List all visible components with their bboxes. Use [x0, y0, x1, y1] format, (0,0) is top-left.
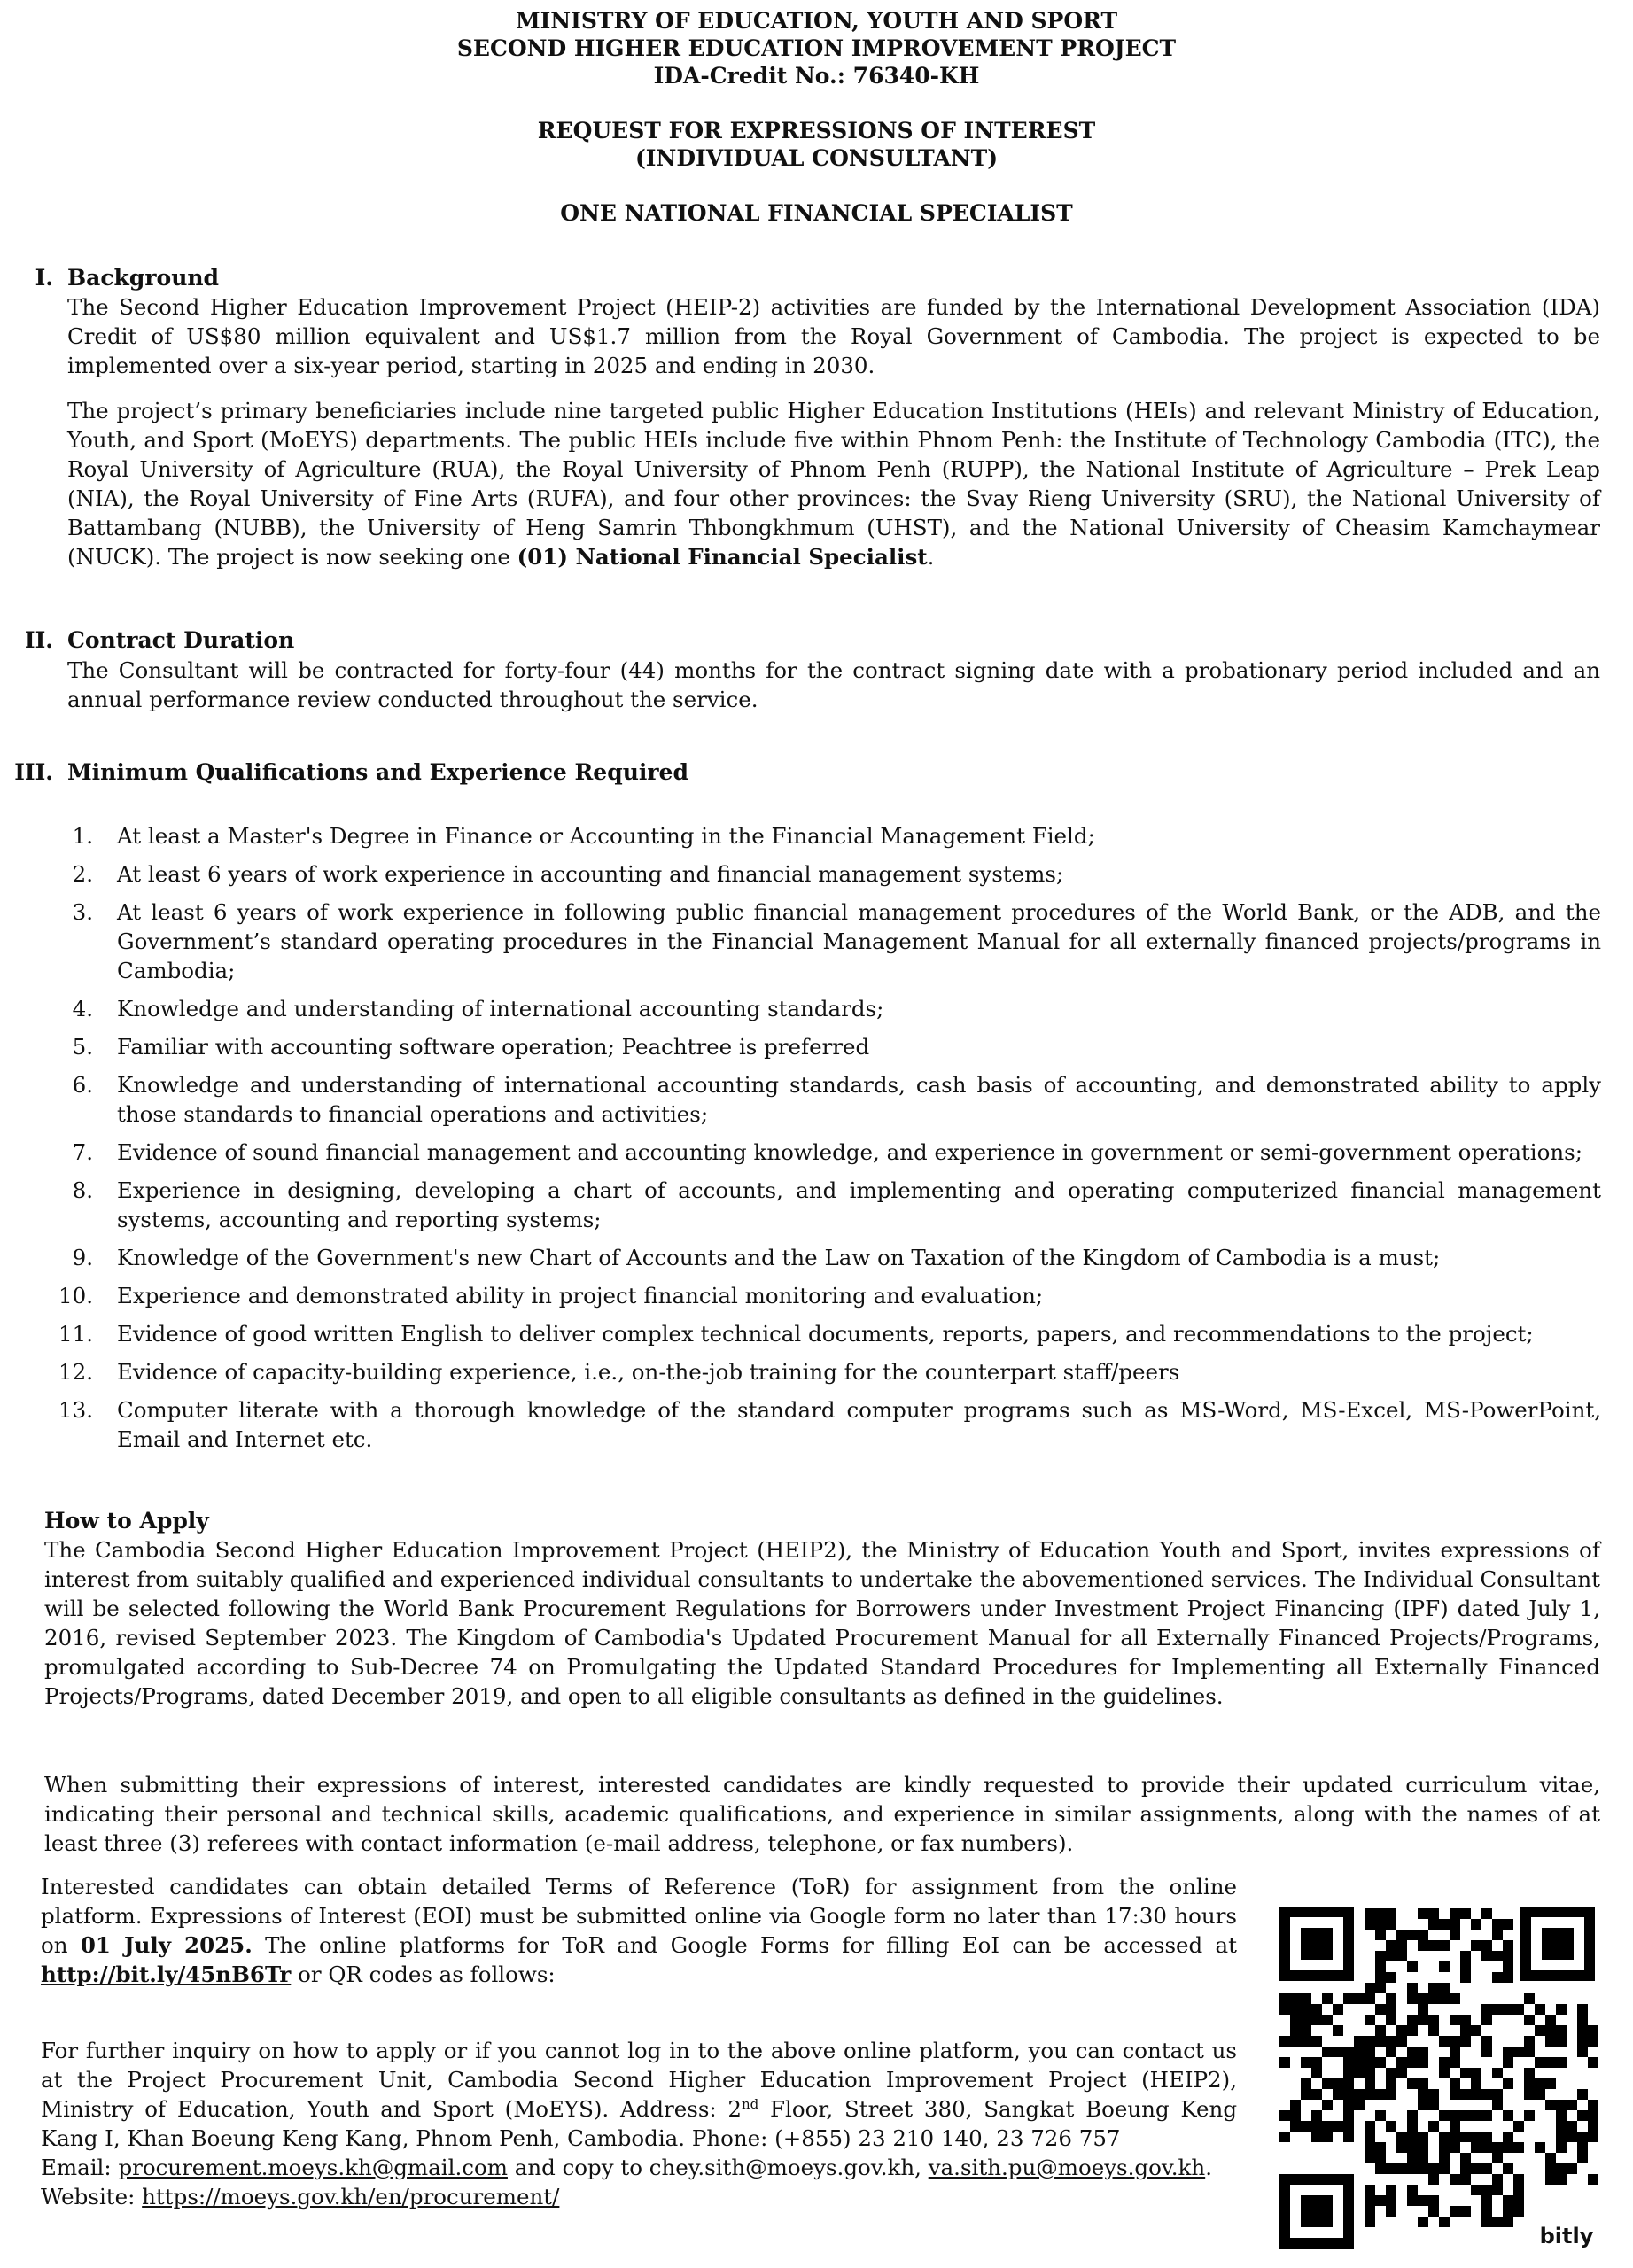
apply-paragraph-1: The Cambodia Second Higher Education Improvement Project (HEIP2), the Ministry of Education Youth and Sport, invites expressions of interest from suitably qualified and experienced individual consultants to undertake the abovementioned services. The Individual Consultant will be selected following the World Bank Procurement Regulations for Borrowers under Investment Project Financing (IPF) dated July 1, 2016, revised September 2023. The Kingdom of Cambodia's Updated Procurement Manual for all Externally Financed Projects/Programs, promulgated according to Sub-Decree 74 on Promulgating the Updated Standard Procedures for Implementing all Externally Financed Projects/Programs, dated December 2019, and open to all eligible consultants as defined in the guidelines. — [44, 1537, 1600, 1709]
section-number: II. — [24, 627, 53, 653]
tor-link[interactable]: http://bit.ly/45nB6Tr — [41, 1961, 292, 1987]
position-highlight: (01) National Financial Specialist — [517, 544, 928, 570]
request-title: REQUEST FOR EXPRESSIONS OF INTEREST — [537, 118, 1096, 144]
website-line: Website: https://moeys.gov.kh/en/procurement/ — [41, 2184, 560, 2210]
project-title: SECOND HIGHER EDUCATION IMPROVEMENT PROJECT — [456, 35, 1177, 61]
consultant-type: (INDIVIDUAL CONSULTANT) — [634, 145, 999, 171]
list-item: 12. Evidence of capacity-building experience, i.e., on-the-job training for the counterpart staff/peers — [58, 1359, 1180, 1385]
list-item: 7. Evidence of sound financial management and accounting knowledge, and experience in government or semi-government operations; — [72, 1139, 1582, 1165]
bitly-label: bitly — [1539, 2224, 1594, 2249]
contact-paragraph: For further inquiry on how to apply or if you cannot log in to the above online platform, you can contact us at the Project Procurement Unit, Cambodia Second Higher Education Improvement Project (HEIP2), Ministry of Education, Youth and Sport (MoEYS). Address: 2nd Floor, Street 380, Sangkat Boeung Keng Kang I, Khan Boeung Keng Kang, Phnom Penh, Cambodia. Phone: (+855) 23 210 140, 23 726 757 — [41, 2038, 1238, 2151]
list-item: 6. Knowledge and understanding of international accounting standards, cash basis of accounting, and demonstrated ability to apply those standards to financial operations and activities; — [72, 1072, 1601, 1127]
credit-number: IDA-Credit No.: 76340-KH — [653, 63, 980, 89]
document-header — [0, 7, 1633, 227]
website-link[interactable]: https://moeys.gov.kh/en/procurement/ — [142, 2184, 560, 2210]
list-item: 10. Experience and demonstrated ability in project financial monitoring and evaluation; — [58, 1283, 1044, 1309]
list-item: 5. Familiar with accounting software operation; Peachtree is preferred — [72, 1034, 870, 1060]
list-item: 2. At least 6 years of work experience in accounting and financial management systems; — [72, 861, 1064, 887]
list-item: 8. Experience in designing, developing a chart of accounts, and implementing and operating computerized financial management systems, accounting and reporting systems; — [72, 1177, 1601, 1232]
ministry-title: MINISTRY OF EDUCATION, YOUTH AND SPORT — [515, 8, 1118, 34]
apply-paragraph-2: When submitting their expressions of interest, interested candidates are kindly requested to provide their updated curriculum vitae, indicating their personal and technical skills, academic qualifications, and experience in similar assignments, along with the names of at least three (3) referees with contact information (e-mail address, telephone, or fax numbers). — [44, 1772, 1600, 1856]
position-title: ONE NATIONAL FINANCIAL SPECIALIST — [560, 200, 1073, 226]
list-item: 13. Computer literate with a thorough knowledge of the standard computer programs such as MS-Word, MS-Excel, MS-PowerPoint, Email and Internet etc. — [58, 1397, 1601, 1452]
list-item: 11. Evidence of good written English to deliver complex technical documents, reports, papers, and recommendations to the project; — [58, 1321, 1534, 1347]
apply-paragraph-3: Interested candidates can obtain detailed Terms of Reference (ToR) for assignment from the online platform. Expressions of Interest (EOI) must be submitted online via Google form no later than 17:30 hours on 01 July 2025. The online platforms for ToR and Google Forms for filling EoI can be accessed at http://bit.ly/45nB6Tr or QR codes as follows: — [41, 1874, 1237, 1987]
contract-paragraph: The Consultant will be contracted for forty-four (44) months for the contract signing date with a probationary period included and an annual performance review conducted throughout the service. — [67, 657, 1600, 712]
section-title-how-to-apply: How to Apply — [44, 1508, 209, 1534]
section-title-contract: Contract Duration — [67, 627, 295, 653]
list-item: 1. At least a Master's Degree in Finance or Accounting in the Financial Management Field; — [72, 823, 1095, 849]
email-link-procurement[interactable]: procurement.moeys.kh@gmail.com — [118, 2155, 508, 2180]
qualifications-list — [44, 821, 1601, 1463]
qr-code-icon[interactable] — [1269, 1896, 1606, 2259]
list-item: 9. Knowledge of the Government's new Chart of Accounts and the Law on Taxation of the Kingdom of Cambodia is a must; — [72, 1245, 1441, 1270]
section-title-background: Background — [67, 265, 220, 291]
section-number: III. — [14, 759, 53, 785]
section-title-qualifications: Minimum Qualifications and Experience Required — [67, 759, 688, 785]
background-paragraph-2: The project’s primary beneficiaries include nine targeted public Higher Education Institutions (HEIs) and relevant Ministry of Education, Youth, and Sport (MoEYS) departments. The public HEIs include five within Phnom Penh: the Institute of Technology Cambodia (ITC), the Royal University of Agriculture (RUA), the Royal University of Phnom Penh (RUPP), the National Institute of Agriculture – Prek Leap (NIA), the Royal University of Fine Arts (RUFA), and four other provinces: the Svay Rieng University (SRU), the National University of Battambang (NUBB), the University of Heng Samrin Thbongkhmum (UHST), and the National University of Cheasim Kamchaymear (NUCK). The project is now seeking one (01) National Financial Specialist. — [67, 398, 1600, 570]
background-paragraph-1: The Second Higher Education Improvement Project (HEIP-2) activities are funded by the International Development Association (IDA) Credit of US$80 million equivalent and US$1.7 million from the Royal Government of Cambodia. The project is expected to be implemented over a six-year period, starting in 2025 and ending in 2030. — [67, 294, 1600, 378]
list-item: 4. Knowledge and understanding of international accounting standards; — [72, 996, 884, 1021]
deadline-date: 01 July 2025. — [80, 1932, 253, 1958]
section-number: I. — [35, 265, 53, 291]
email-line: Email: procurement.moeys.kh@gmail.com and copy to chey.sith@moeys.gov.kh, va.sith.pu@moeys.gov.kh. — [41, 2155, 1212, 2180]
email-link-vasith[interactable]: va.sith.pu@moeys.gov.kh — [928, 2155, 1206, 2180]
list-item: 3. At least 6 years of work experience in following public financial management procedures of the World Bank, or the ADB, and the Government’s standard operating procedures in the Financial Management Manual for all externally financed projects/programs in Cambodia; — [72, 899, 1601, 983]
